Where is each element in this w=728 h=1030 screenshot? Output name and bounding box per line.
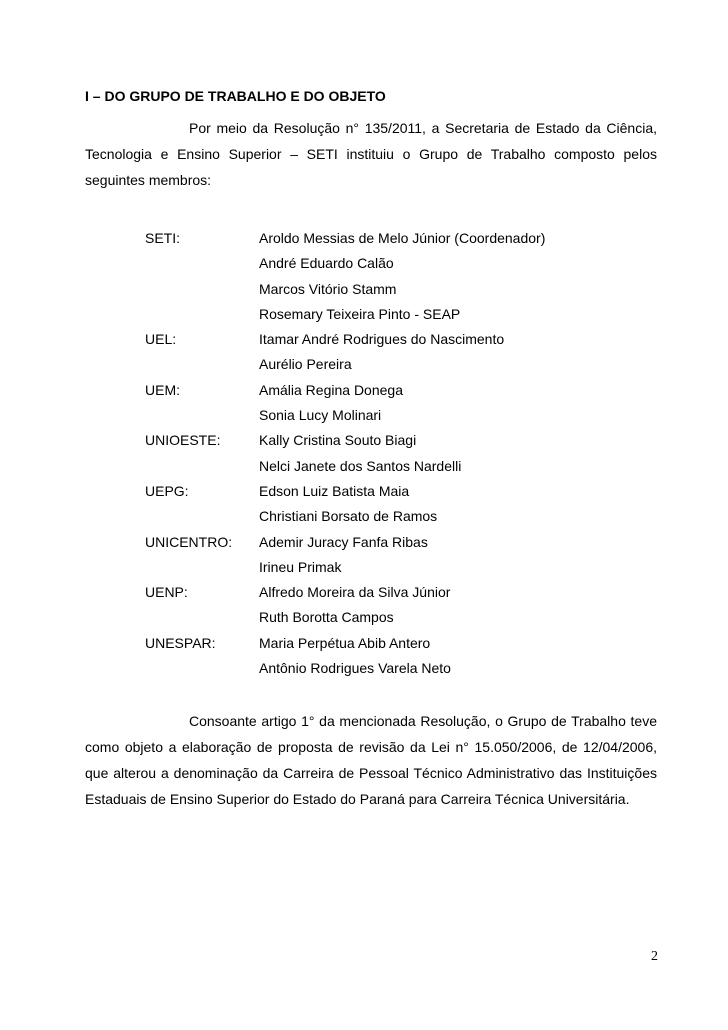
member-name: Irineu Primak bbox=[259, 558, 342, 575]
member-institution: UENP: bbox=[145, 584, 188, 601]
member-name: Nelci Janete dos Santos Nardelli bbox=[259, 457, 462, 474]
member-row bbox=[145, 228, 665, 253]
member-name: Kally Cristina Souto Biagi bbox=[259, 432, 417, 449]
member-row bbox=[145, 329, 665, 354]
member-name: Maria Perpétua Abib Antero bbox=[259, 634, 431, 651]
member-name: Ademir Juracy Fanfa Ribas bbox=[259, 533, 428, 550]
member-institution: UEL: bbox=[145, 331, 177, 348]
member-row bbox=[145, 557, 665, 582]
member-row bbox=[145, 430, 665, 455]
objective-paragraph: Consoante artigo 1° da mencionada Resolução, o Grupo de Trabalho teve como objeto a elaboração de proposta de revisão da Lei n° 15.050/2006, de 12/04/2006, que alterou a denominação da Carreira de Pessoal Técnico Administrativo das Instituições Estaduais de Ensino Superior do Estado do Paraná para Carreira Técnica Universitária. bbox=[85, 713, 657, 807]
member-name: Christiani Borsato de Ramos bbox=[259, 508, 438, 525]
page-number: 2 bbox=[651, 949, 658, 964]
member-row bbox=[145, 304, 665, 329]
member-name: Rosemary Teixeira Pinto - SEAP bbox=[259, 305, 461, 322]
member-name: Itamar André Rodrigues do Nascimento bbox=[259, 331, 505, 348]
member-name: Sonia Lucy Molinari bbox=[259, 407, 382, 424]
member-row bbox=[145, 253, 665, 278]
member-institution: UEPG: bbox=[145, 482, 189, 499]
member-row bbox=[145, 405, 665, 430]
member-row bbox=[145, 354, 665, 379]
member-row bbox=[145, 481, 665, 506]
member-name: Aurélio Pereira bbox=[259, 356, 352, 373]
member-row bbox=[145, 279, 665, 304]
member-institution: SETI: bbox=[145, 230, 181, 246]
member-name: Alfredo Moreira da Silva Júnior bbox=[259, 584, 451, 601]
section-heading: I – DO GRUPO DE TRABALHO E DO OBJETO bbox=[85, 88, 386, 104]
member-row bbox=[145, 532, 665, 557]
member-name: Aroldo Messias de Melo Júnior (Coordenador) bbox=[259, 230, 546, 246]
member-name: Amália Regina Donega bbox=[259, 381, 403, 398]
member-name: Antônio Rodrigues Varela Neto bbox=[259, 660, 451, 677]
member-row bbox=[145, 582, 665, 607]
member-institution: UNIOESTE: bbox=[145, 432, 221, 449]
members-list bbox=[145, 228, 665, 683]
member-row bbox=[145, 380, 665, 405]
member-name: Ruth Borotta Campos bbox=[259, 609, 394, 626]
member-name: Marcos Vitório Stamm bbox=[259, 280, 397, 297]
intro-paragraph: Por meio da Resolução n° 135/2011, a Secretaria de Estado da Ciência, Tecnologia e Ensino Superior – SETI instituiu o Grupo de Trabalho composto pelos seguintes membros: bbox=[85, 120, 657, 188]
member-row bbox=[145, 506, 665, 531]
member-row bbox=[145, 456, 665, 481]
member-name: Edson Luiz Batista Maia bbox=[259, 482, 410, 499]
member-row bbox=[145, 607, 665, 632]
member-institution: UNESPAR: bbox=[145, 634, 216, 651]
member-row bbox=[145, 633, 665, 658]
member-row bbox=[145, 658, 665, 683]
member-name: André Eduardo Calão bbox=[259, 255, 394, 272]
member-institution: UEM: bbox=[145, 381, 180, 398]
member-institution: UNICENTRO: bbox=[145, 533, 233, 550]
